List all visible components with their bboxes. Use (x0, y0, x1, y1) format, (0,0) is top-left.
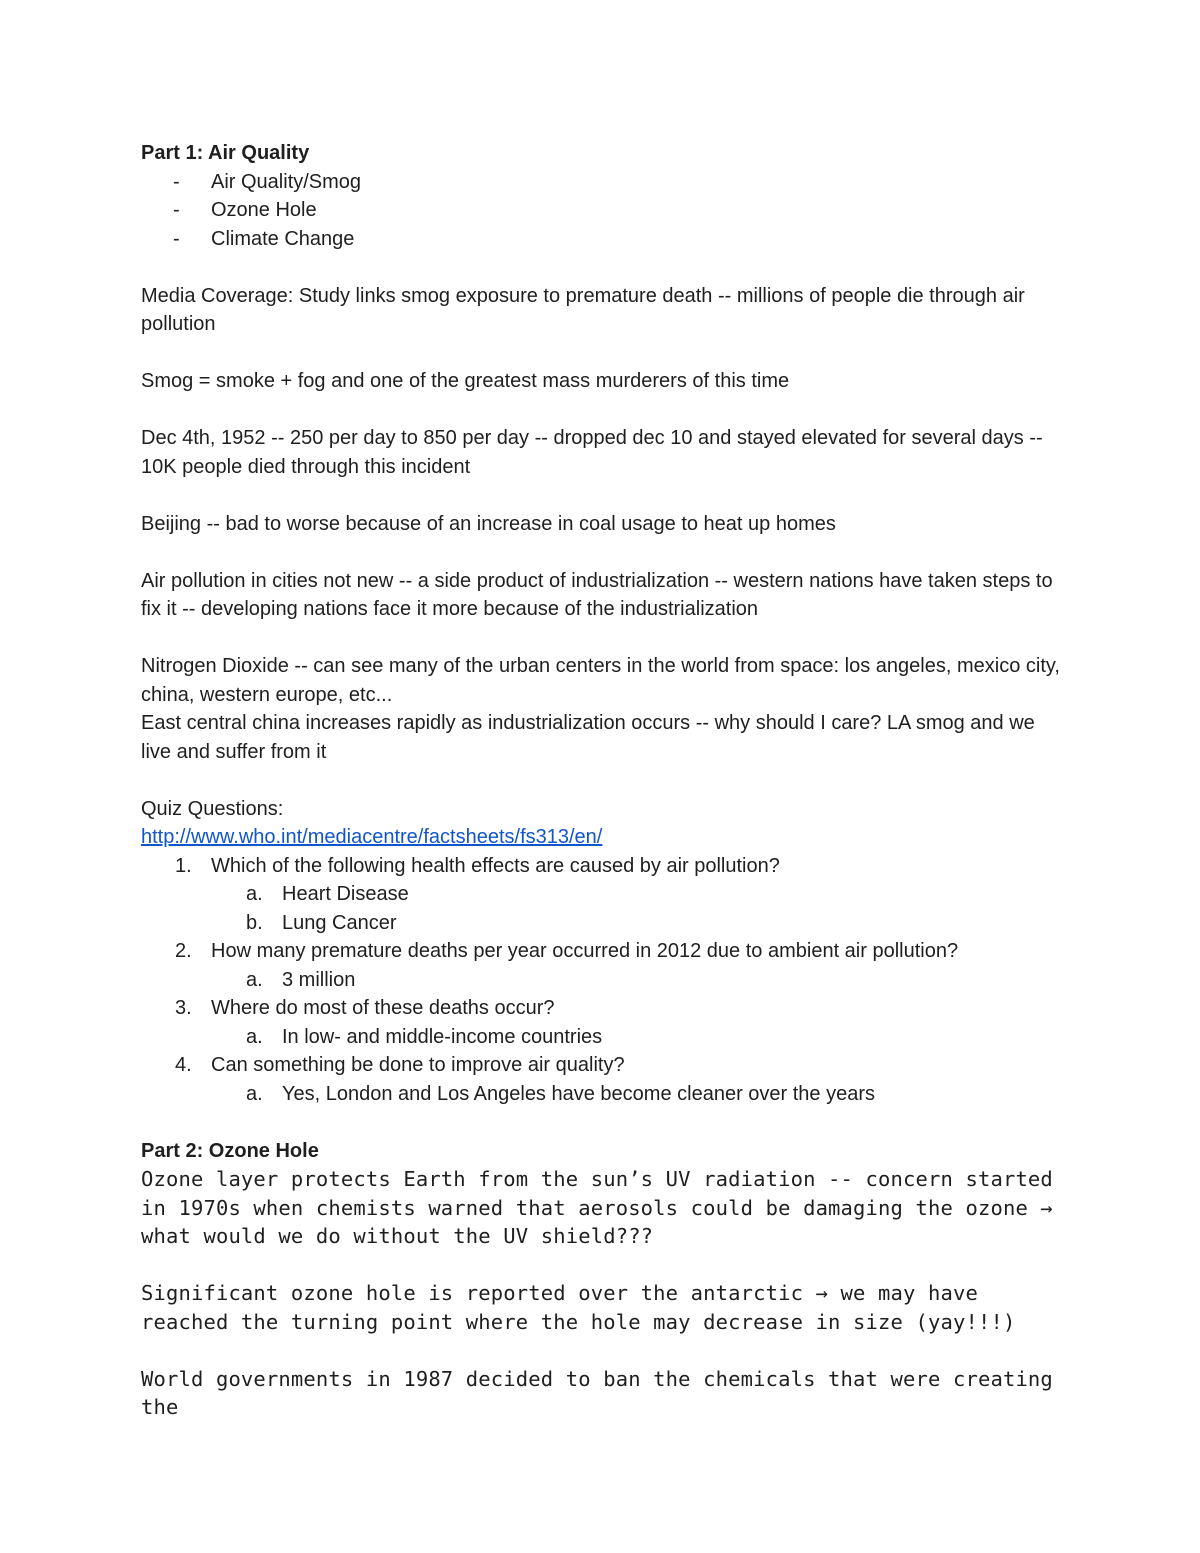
list-item (141, 196, 1061, 225)
topic-list (141, 168, 1061, 254)
east-china-paragraph: East central china increases rapidly as industrialization occurs -- why should I care? LA smog and we live and suffer from it (141, 712, 1035, 763)
topic-text: Climate Change (211, 227, 355, 250)
quiz-question (141, 937, 1061, 994)
answer-text: Yes, London and Los Angeles have become cleaner over the years (282, 1082, 876, 1105)
question-number: 4. (175, 1054, 192, 1076)
dash-marker: - (173, 199, 180, 221)
answer-item (141, 909, 1061, 938)
question-text: How many premature deaths per year occurred in 2012 due to ambient air pollution? (211, 940, 959, 962)
question-text: Where do most of these deaths occur? (211, 997, 555, 1019)
ozone-layer-paragraph: Ozone layer protects Earth from the sun’s UV radiation -- concern started in 1970s when chemists warned that aerosols could be damaging the ozone → what would we do without the UV shield??? (141, 1167, 1053, 1248)
answer-letter: a. (246, 1025, 263, 1048)
answer-text: 3 million (282, 968, 356, 991)
nitrogen-paragraph: Nitrogen Dioxide -- can see many of the urban centers in the world from space: los angeles, mexico city, china, western europe, etc... (141, 655, 1060, 706)
document-body (141, 139, 1061, 1422)
list-item (141, 168, 1061, 197)
quiz-question (141, 852, 1061, 938)
answer-letter: b. (246, 911, 263, 934)
answer-text: Lung Cancer (282, 911, 397, 934)
question-number: 1. (175, 854, 192, 877)
answer-text: In low- and middle-income countries (282, 1025, 603, 1048)
topic-text: Ozone Hole (211, 199, 317, 221)
answer-item (141, 966, 1061, 995)
topic-text: Air Quality/Smog (211, 170, 362, 193)
answer-letter: a. (246, 883, 263, 905)
answer-letter: a. (246, 968, 263, 991)
beijing-paragraph: Beijing -- bad to worse because of an increase in coal usage to heat up homes (141, 512, 836, 535)
part1-heading: Part 1: Air Quality (141, 142, 310, 164)
governments-1987-paragraph: World governments in 1987 decided to ban the chemicals that were creating the (141, 1366, 1053, 1419)
question-number: 3. (175, 997, 192, 1019)
cities-paragraph: Air pollution in cities not new -- a side product of industrialization -- western nations have taken steps to fix it -- developing nations face it more because of the industrialization (141, 569, 1053, 620)
quiz-list (141, 852, 1061, 1109)
smog-paragraph: Smog = smoke + fog and one of the greatest mass murderers of this time (141, 370, 790, 392)
part2-heading: Part 2: Ozone Hole (141, 1139, 319, 1162)
media-coverage-paragraph: Media Coverage: Study links smog exposure to premature death -- millions of people die through air pollution (141, 284, 1025, 335)
answer-item (141, 880, 1061, 909)
list-item (141, 225, 1061, 254)
quiz-question (141, 994, 1061, 1051)
question-text: Which of the following health effects are caused by air pollution? (211, 854, 780, 877)
answer-item (141, 1023, 1061, 1052)
dash-marker: - (173, 170, 180, 193)
answer-letter: a. (246, 1082, 263, 1105)
answer-text: Heart Disease (282, 883, 409, 905)
quiz-label: Quiz Questions: (141, 797, 284, 820)
antarctic-paragraph: Significant ozone hole is reported over the antarctic → we may have reached the turning point where the hole may decrease in size (yay!!!) (141, 1281, 1016, 1334)
answer-item (141, 1080, 1061, 1109)
dec-1952-paragraph: Dec 4th, 1952 -- 250 per day to 850 per day -- dropped dec 10 and stayed elevated for several days -- 10K people died through this incident (141, 427, 1043, 478)
dash-marker: - (173, 227, 180, 250)
quiz-question (141, 1051, 1061, 1108)
question-number: 2. (175, 940, 192, 962)
question-text: Can something be done to improve air quality? (211, 1054, 625, 1076)
who-factsheet-link[interactable]: http://www.who.int/mediacentre/factsheets/fs313/en/ (141, 826, 603, 848)
